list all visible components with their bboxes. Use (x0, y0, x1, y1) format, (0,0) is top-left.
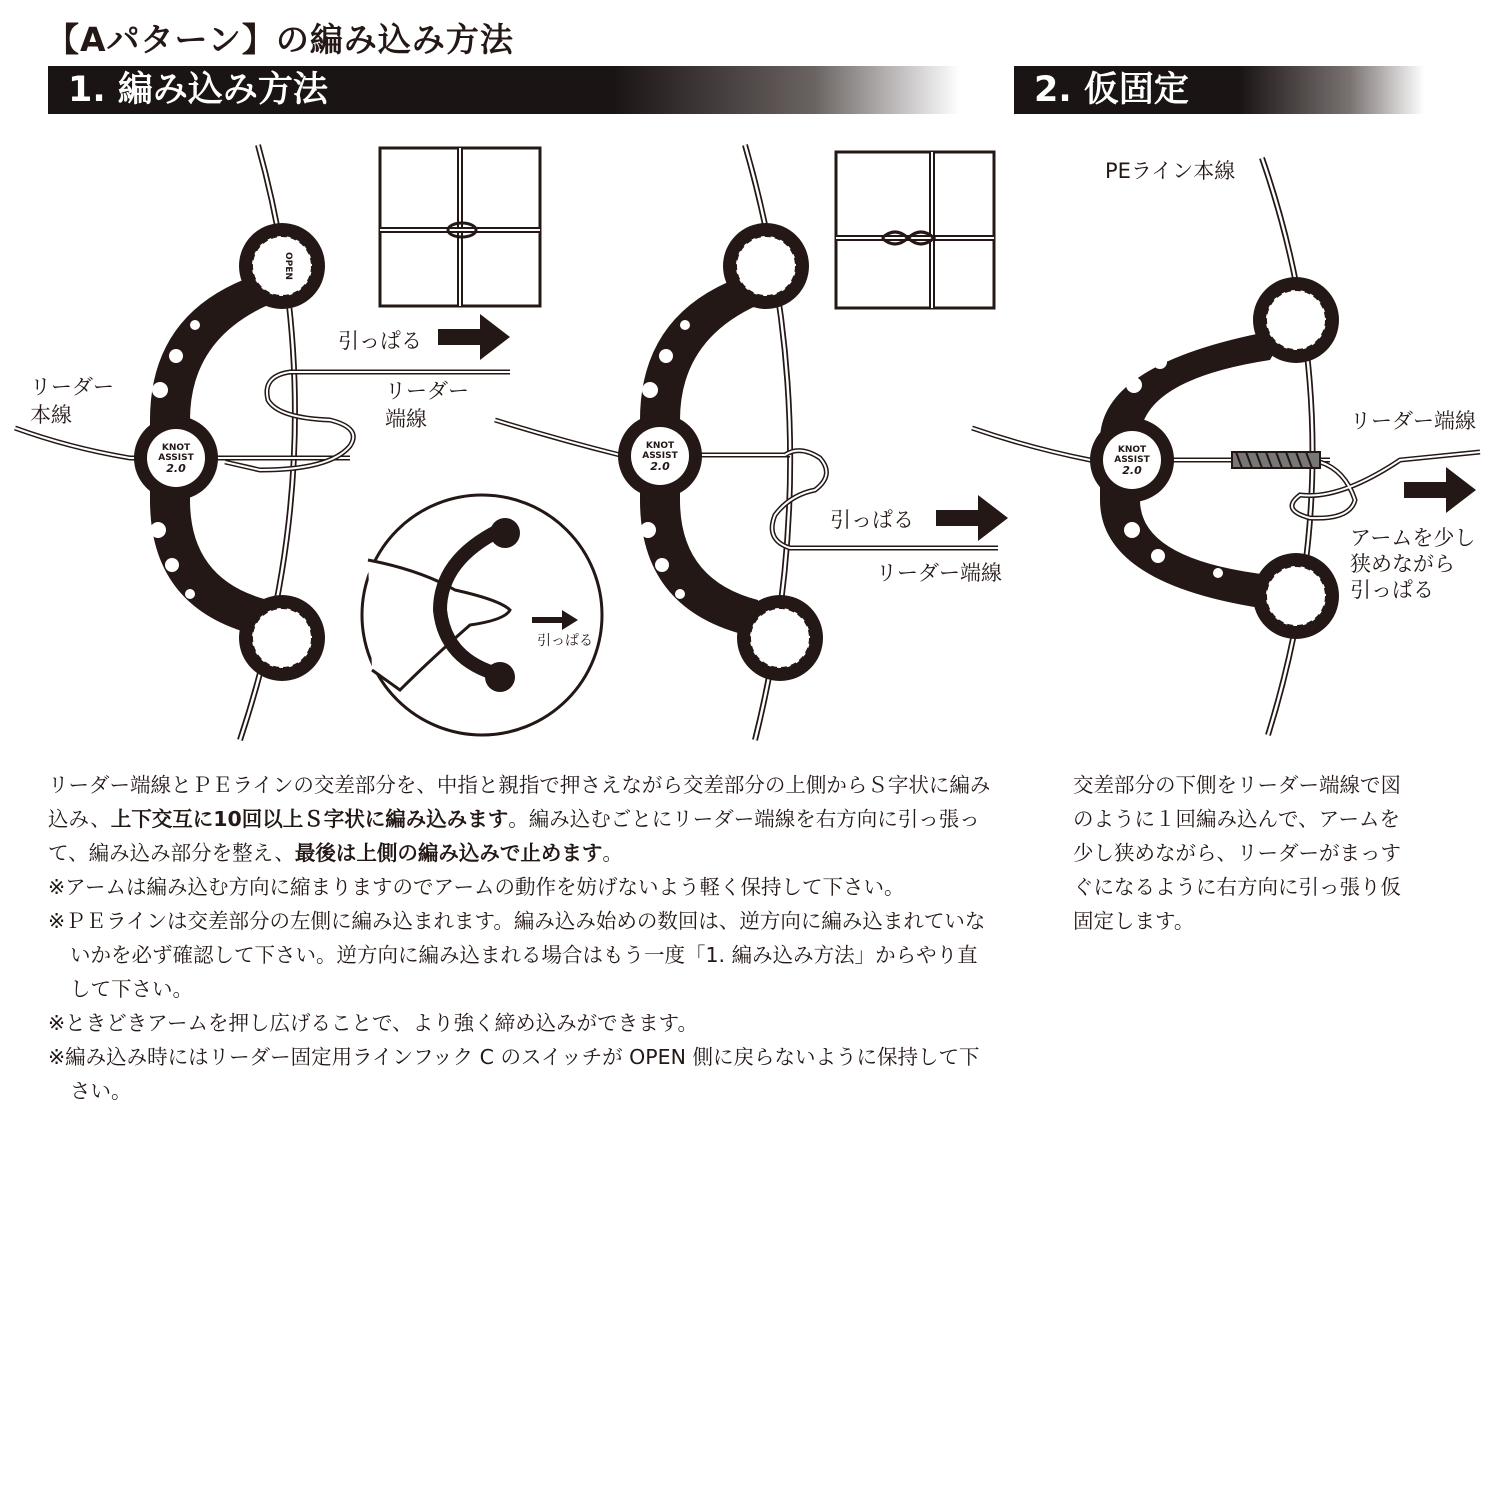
temporary-fix-text: 交差部分の下側をリーダー端線で図のように１回編み込んで、アームを少し狭めながら、リーダーがまっすぐになるように右方向に引っ張り仮固定します。 (1073, 773, 1401, 933)
arrow-right-icon (438, 314, 510, 360)
device-model: ASSIST (158, 453, 194, 463)
leader-tag-label-1: リーダー (385, 379, 469, 403)
inset-weave-1 (380, 148, 540, 306)
svg-text:ASSIST: ASSIST (1114, 455, 1150, 465)
section-header-2: 2. 仮固定 (1014, 66, 1424, 114)
panel-1 (15, 145, 602, 740)
pull-label-inset: 引っぱる (537, 633, 593, 649)
knob-bottom (239, 595, 325, 681)
device-brand: KNOT (161, 443, 191, 453)
pull-narrow-label-1: アームを少し (1350, 526, 1476, 550)
leader-tag-label-2: 端線 (385, 407, 427, 431)
svg-text:2.0: 2.0 (650, 460, 670, 473)
knob-center (134, 416, 218, 500)
instructions-body (48, 768, 993, 1108)
leader-tag-label-4: リーダー端線 (1350, 409, 1476, 433)
note-1: ※アームは編み込む方向に縮まりますのでアームの動作を妨げないよう軽く保持して下さい。 (48, 875, 905, 899)
pull-narrow-label-3: 引っぱる (1350, 578, 1434, 602)
leader-main-label-2: 本線 (30, 403, 72, 427)
knob-top (239, 223, 325, 309)
svg-text:2.0: 2.0 (1122, 464, 1142, 477)
svg-text:OPEN: OPEN (283, 252, 293, 280)
arrow-right-icon (936, 495, 1008, 541)
pull-narrow-label-2: 狭めながら (1350, 552, 1455, 576)
pull-label-2: 引っぱる (830, 508, 914, 532)
page-title: 【Aパターン】の編み込み方法 (46, 20, 514, 59)
panel-3 (972, 158, 1480, 735)
arrow-right-icon (1404, 467, 1476, 513)
inset-weave-2 (836, 152, 994, 308)
device-version: 2.0 (166, 462, 186, 475)
braid (1232, 452, 1320, 468)
svg-text:KNOT: KNOT (645, 441, 675, 451)
pe-main-label: PEライン本線 (1105, 159, 1236, 183)
leader-tag-label-3: リーダー端線 (876, 561, 1002, 585)
instruction-paragraph: リーダー端線とＰＥラインの交差部分を、中指と親指で押さえながら交差部分の上側からＳ字状に編み込み、上下交互に10回以上Ｓ字状に編み込みます。編み込むごとにリーダー端線を右方向に引っ張って、編み込み部分を整え、最後は上側の編み込みで止めます。 (48, 773, 991, 865)
pull-label-1: 引っぱる (338, 329, 422, 353)
section-header-1: 1. 編み込み方法 (48, 66, 960, 114)
svg-text:KNOT: KNOT (1117, 445, 1147, 455)
note-2: ※ＰＥラインは交差部分の左側に編み込まれます。編み込み始めの数回は、逆方向に編み込まれていないかを必ず確認して下さい。逆方向に編み込まれる場合はもう一度「1. 編み込み方法」からやり直して下さい。 (48, 909, 986, 1001)
note-3: ※ときどきアームを押し広げることで、より強く締め込みができます。 (48, 1011, 699, 1035)
note-4: ※編み込み時にはリーダー固定用ラインフック C のスイッチが OPEN 側に戻らないように保持して下さい。 (48, 1045, 980, 1103)
leader-main-label-1: リーダー (30, 375, 114, 399)
svg-text:ASSIST: ASSIST (642, 451, 678, 461)
hand-inset (362, 495, 602, 735)
knot-diagram (0, 120, 1500, 760)
